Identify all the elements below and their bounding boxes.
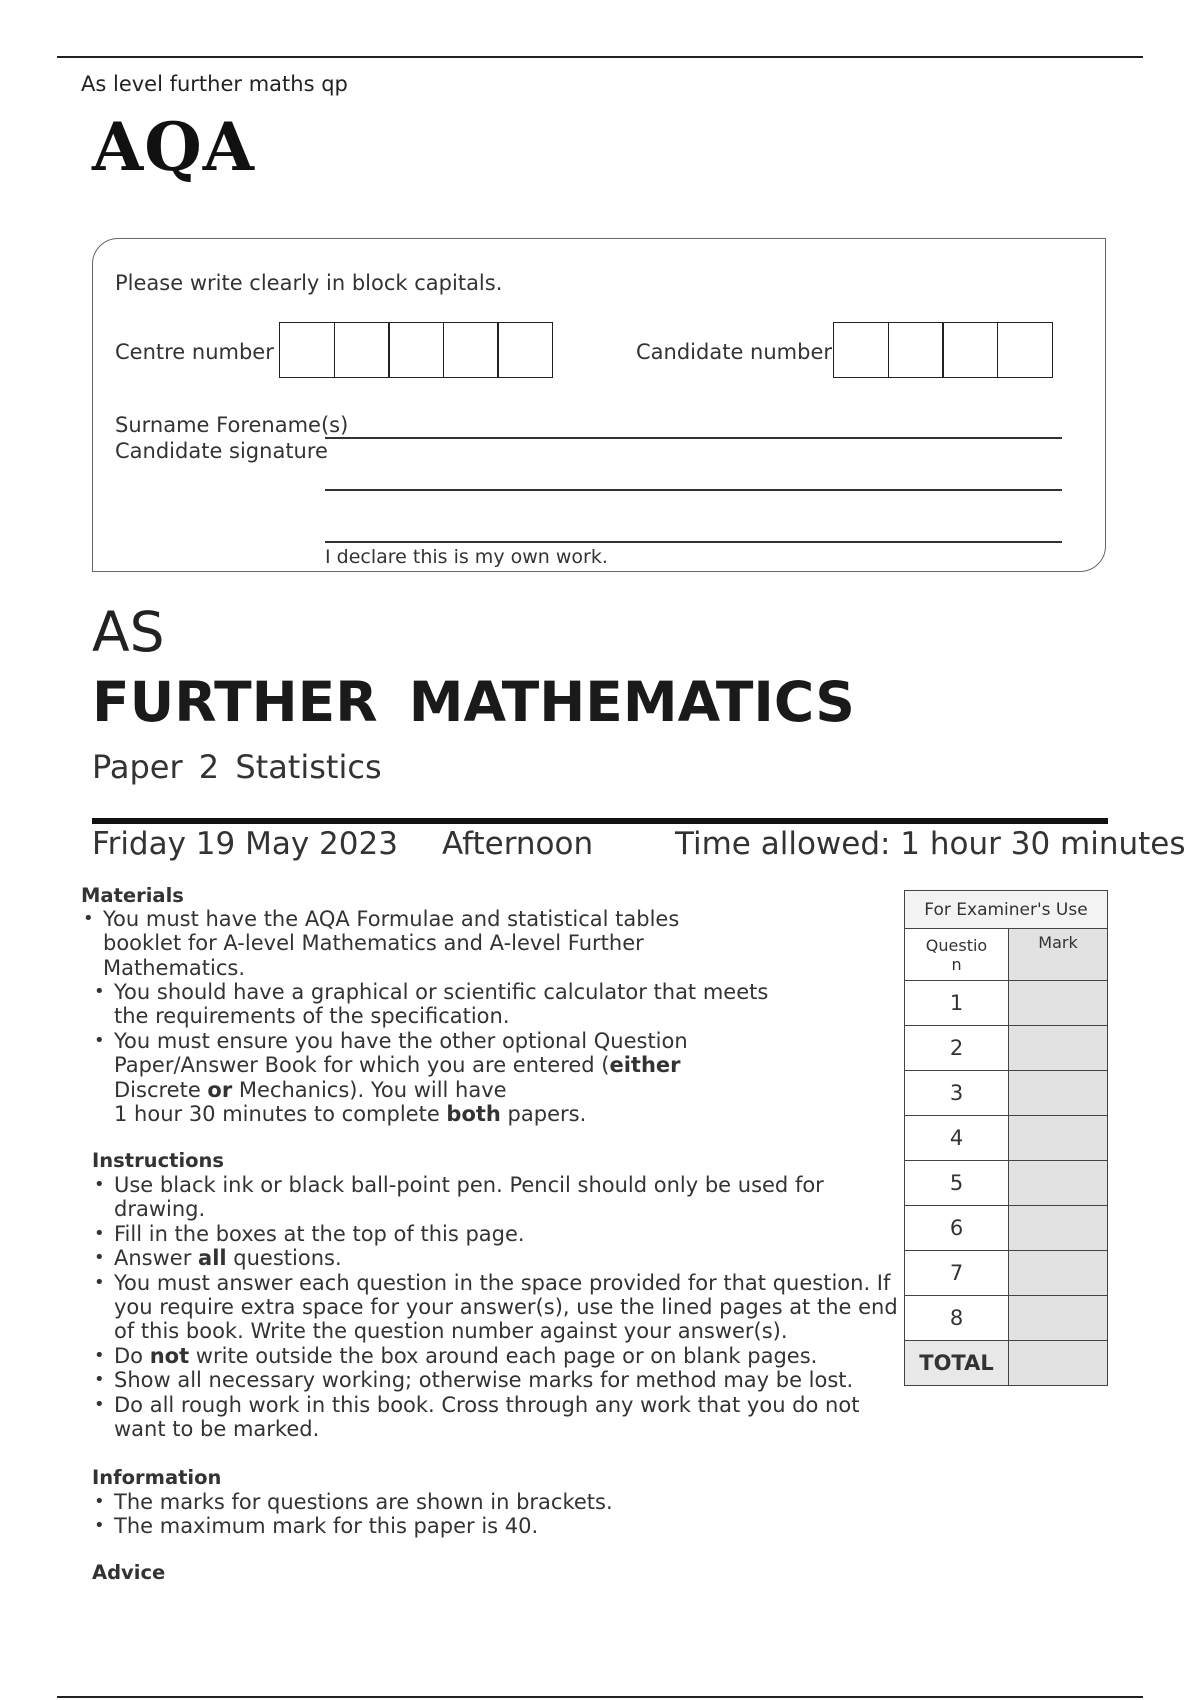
list-item: • Show all necessary working; otherwise marks for method may be lost. <box>92 1368 912 1392</box>
top-rule <box>57 56 1143 58</box>
list-item: • You must ensure you have the other optional Question Paper/Answer Book for which you are entered (either Discrete or Mechanics). You will have 1 hour 30 minutes to complete both papers. <box>92 1029 772 1127</box>
information-heading: Information <box>92 1466 222 1489</box>
question-number: 8 <box>905 1296 1009 1341</box>
question-number: 6 <box>905 1206 1009 1251</box>
mark-cell[interactable] <box>1009 1071 1108 1116</box>
exam-session: Afternoon <box>442 826 594 862</box>
question-number: 3 <box>905 1071 1009 1116</box>
candidate-number-box[interactable] <box>833 322 889 378</box>
centre-number-box[interactable] <box>279 322 335 378</box>
list-item: • You should have a graphical or scientific calculator that meets the requirements of the specification. <box>92 980 772 1029</box>
document-label: As level further maths qp <box>81 72 348 96</box>
forename-line[interactable] <box>325 489 1062 491</box>
materials-list <box>81 907 741 980</box>
names-line[interactable] <box>325 437 1062 439</box>
centre-number-box[interactable] <box>497 322 553 378</box>
candidate-number-box[interactable] <box>942 322 998 378</box>
qualification-level: AS <box>92 600 165 664</box>
candidate-number-box[interactable] <box>997 322 1053 378</box>
examiner-use-table <box>904 890 1108 1386</box>
centre-number-box[interactable] <box>334 322 390 378</box>
information-list <box>92 1490 892 1539</box>
materials-heading: Materials <box>81 884 184 907</box>
list-item: • Use black ink or black ball-point pen. Pencil should only be used for drawing. <box>92 1173 912 1222</box>
mark-cell[interactable] <box>1009 1296 1108 1341</box>
examiner-table-title: For Examiner's Use <box>905 891 1108 929</box>
total-mark-cell[interactable] <box>1009 1341 1108 1386</box>
signature-line[interactable] <box>325 541 1062 543</box>
paper-title: Paper 2 Statistics <box>92 748 382 786</box>
mark-column-header: Mark <box>1009 929 1108 981</box>
mark-cell[interactable] <box>1009 1161 1108 1206</box>
names-label: Surname Forename(s) <box>115 413 349 437</box>
total-label: TOTAL <box>905 1341 1009 1386</box>
question-number: 1 <box>905 981 1009 1026</box>
centre-number-boxes[interactable] <box>281 322 553 380</box>
question-column-header: Question <box>905 929 1009 981</box>
mark-cell[interactable] <box>1009 1251 1108 1296</box>
list-item: • The maximum mark for this paper is 40. <box>92 1514 892 1538</box>
instructions-list <box>92 1173 912 1441</box>
block-capitals-prompt: Please write clearly in block capitals. <box>115 271 503 295</box>
title-divider <box>92 818 1108 824</box>
candidate-number-box[interactable] <box>888 322 944 378</box>
candidate-number-boxes[interactable] <box>835 322 1053 380</box>
instructions-heading: Instructions <box>92 1149 225 1172</box>
advice-heading: Advice <box>92 1561 166 1584</box>
mark-cell[interactable] <box>1009 1116 1108 1161</box>
list-item: • You must answer each question in the space provided for that question. If you require extra space for your answer(s), use the lined pages at the end of this book. Write the question number against your answer(s). <box>92 1271 912 1344</box>
list-item: • Fill in the boxes at the top of this page. <box>92 1222 912 1246</box>
centre-number-box[interactable] <box>443 322 499 378</box>
mark-cell[interactable] <box>1009 1026 1108 1071</box>
aqa-logo: AQA <box>92 108 255 186</box>
question-number: 2 <box>905 1026 1009 1071</box>
list-item: • Do not write outside the box around each page or on blank pages. <box>92 1344 912 1368</box>
time-allowed: Time allowed: 1 hour 30 minutes <box>675 826 1186 862</box>
declaration-text: I declare this is my own work. <box>325 546 608 568</box>
centre-number-label: Centre number <box>115 340 274 364</box>
question-number: 7 <box>905 1251 1009 1296</box>
subject-title: FURTHER MATHEMATICS <box>92 670 855 734</box>
exam-date: Friday 19 May 2023 <box>92 826 398 862</box>
candidate-number-label: Candidate number <box>636 340 832 364</box>
bottom-rule <box>57 1696 1143 1698</box>
centre-number-box[interactable] <box>388 322 444 378</box>
signature-label: Candidate signature <box>115 439 328 463</box>
question-number: 5 <box>905 1161 1009 1206</box>
list-item: • You must have the AQA Formulae and statistical tables booklet for A-level Mathematics and A-level Further Mathematics. <box>81 907 741 980</box>
list-item: • Answer all questions. <box>92 1246 912 1270</box>
mark-cell[interactable] <box>1009 981 1108 1026</box>
question-number: 4 <box>905 1116 1009 1161</box>
list-item: • Do all rough work in this book. Cross through any work that you do not want to be marked. <box>92 1393 912 1442</box>
list-item: • The marks for questions are shown in brackets. <box>92 1490 892 1514</box>
materials-list-continued <box>92 980 772 1126</box>
mark-cell[interactable] <box>1009 1206 1108 1251</box>
